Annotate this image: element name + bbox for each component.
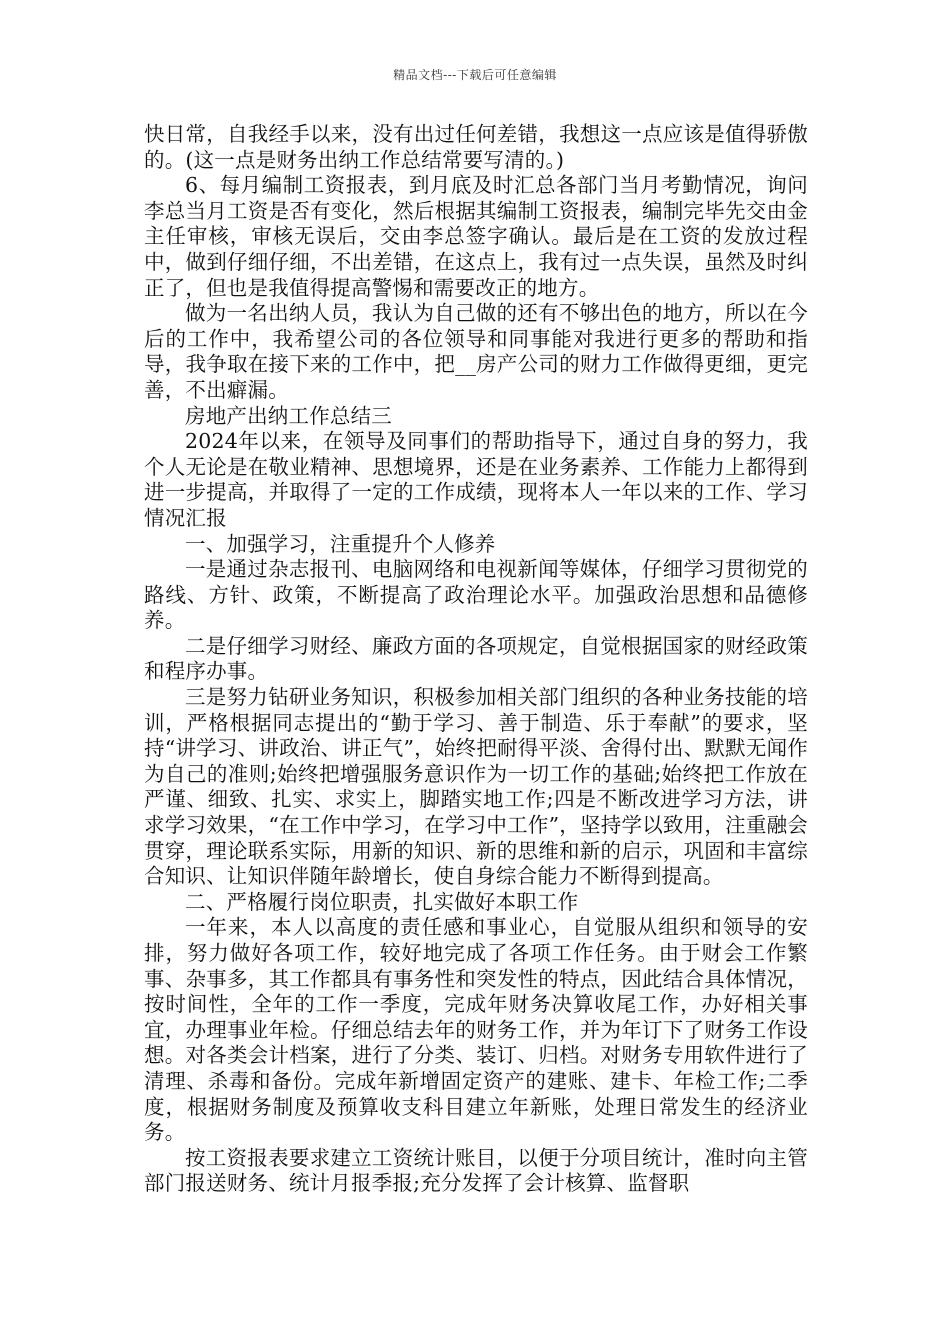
page-header: 精品文档---下载后可任意编辑 [393,68,557,82]
paragraph: 二是仔细学习财经、廉政方面的各项规定，自觉根据国家的财经政策和程序办事。 [144,633,808,684]
paragraph: 6、每月编制工资报表，到月底及时汇总各部门当月考勤情况，询问李总当月工资是否有变化，然后根据其编制工资报表，编制完毕先交由金主任审核，审核无误后，交由李总签字确认。最后是在工资的发放过程中，做到仔细仔细，不出差错，在这点上，我有过一点失误，虽然及时纠正了，但也是我值得提高警惕和需要改正的地方。 [144,173,808,300]
paragraph: 做为一名出纳人员，我认为自己做的还有不够出色的地方，所以在今后的工作中，我希望公司的各位领导和同事能对我进行更多的帮助和指导，我争取在接下来的工作中，把__房产公司的财力工作做得更细，更完善，不出癖漏。 [144,301,808,402]
paragraph: 按工资报表要求建立工资统计账目，以便于分项目统计，准时向主管部门报送财务、统计月报季报;充分发挥了会计核算、监督职 [144,1145,808,1196]
paragraph: 一年来，本人以高度的责任感和事业心，自觉服从组织和领导的安排，努力做好各项工作，较好地完成了各项工作任务。由于财会工作繁事、杂事多，其工作都具有事务性和突发性的特点，因此结合具体情况，按时间性，全年的工作一季度，完成年财务决算收尾工作，办好相关事宜，办理事业年检。仔细总结去年的财务工作，并为年订下了财务工作设想。对各类会计档案，进行了分类、装订、归档。对财务专用软件进行了清理、杀毒和备份。完成年新增固定资产的建账、建卡、年检工作;二季度，根据财务制度及预算收支科目建立年新账，处理日常发生的经济业务。 [144,915,808,1145]
paragraph: 2024年以来，在领导及同事们的帮助指导下，通过自身的努力，我个人无论是在敬业精神、思想境界，还是在业务素养、工作能力上都得到进一步提高，并取得了一定的工作成绩，现将本人一年以来的工作、学习情况汇报 [144,429,808,530]
paragraph: 一是通过杂志报刊、电脑网络和电视新闻等媒体，仔细学习贯彻党的路线、方针、政策，不断提高了政治理论水平。加强政治思想和品德修养。 [144,557,808,633]
paragraph: 快日常，自我经手以来，没有出过任何差错，我想这一点应该是值得骄傲的。(这一点是财务出纳工作总结常要写清的。) [144,122,808,172]
paragraph: 二、严格履行岗位职责，扎实做好本职工作 [185,889,579,914]
paragraph: 一、加强学习，注重提升个人修养 [185,531,496,556]
document-body [144,122,808,1197]
paragraph: 房地产出纳工作总结三 [185,403,392,428]
paragraph: 三是努力钻研业务知识，积极参加相关部门组织的各种业务技能的培训，严格根据同志提出的“勤于学习、善于制造、乐于奉献”的要求，坚持“讲学习、讲政治、讲正气”，始终把耐得平淡、舍得付出、默默无闻作为自己的准则;始终把增强服务意识作为一切工作的基础;始终把工作放在严谨、细致、扎实、求实上，脚踏实地工作;四是不断改进学习方法，讲求学习效果，“在工作中学习，在学习中工作”，坚持学以致用，注重融会贯穿，理论联系实际，用新的知识、新的思维和新的启示，巩固和丰富综合知识、让知识伴随年龄增长，使自身综合能力不断得到提高。 [144,685,808,889]
